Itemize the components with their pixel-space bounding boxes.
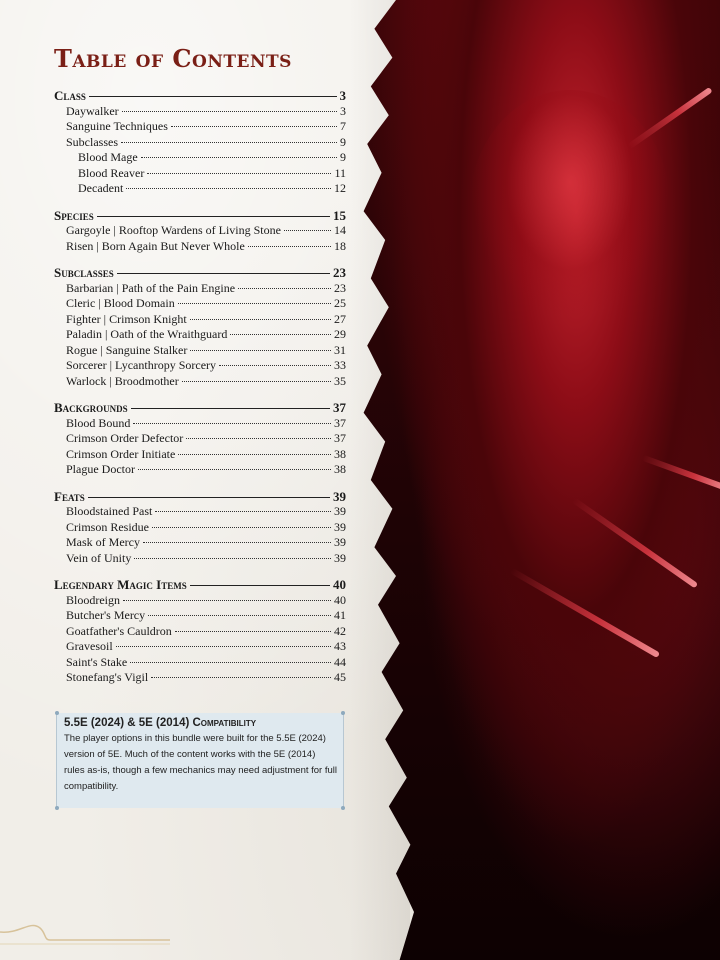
toc-entry[interactable] — [54, 608, 346, 624]
toc-leader-dots — [238, 288, 331, 289]
toc-entry-label: Barbarian | Path of the Pain Engine — [66, 280, 236, 295]
toc-entry-label: Butcher's Mercy — [66, 608, 146, 622]
toc-entry-label: Crimson Order Initiate — [66, 446, 176, 461]
toc-page-number: 45 — [334, 670, 346, 684]
toc-entry-label: Plague Doctor — [66, 462, 135, 476]
toc-entry[interactable] — [54, 624, 346, 640]
toc-entry[interactable] — [54, 593, 346, 609]
corner-dot-icon — [341, 711, 345, 715]
toc-page-number: 39 — [334, 535, 346, 549]
toc-section-heading[interactable] — [54, 489, 346, 505]
toc-entry-label: Paladin | Oath of the Wraithguard — [66, 327, 228, 341]
toc-leader-dots — [130, 662, 331, 663]
toc-leader-dots — [88, 497, 330, 498]
toc-page-number: 11 — [334, 165, 346, 180]
toc-entry-label: Feats — [54, 488, 85, 504]
toc-page-number: 39 — [334, 519, 346, 534]
toc-section-heading[interactable] — [54, 208, 346, 224]
toc-entry-label: Decadent — [78, 181, 124, 195]
toc-page-number: 33 — [334, 358, 346, 372]
toc-entry[interactable] — [54, 535, 346, 551]
toc-section-heading[interactable] — [54, 400, 346, 416]
toc-leader-dots — [248, 246, 331, 247]
toc-entry-label: Subclasses — [54, 265, 114, 280]
toc-entry[interactable] — [54, 135, 346, 151]
toc-leader-dots — [143, 542, 331, 543]
toc-page-number: 9 — [340, 134, 346, 149]
toc-leader-dots — [97, 216, 330, 217]
toc-leader-dots — [186, 438, 331, 439]
toc-leader-dots — [175, 631, 331, 632]
toc-leader-dots — [178, 303, 331, 304]
toc-entry-label: Saint's Stake — [66, 654, 128, 669]
note-body: The player options in this bundle were built for the 5.5E (2024) version of 5E. Much of the content works with the 5E (2014) rules as-is, though a few mechanics may need adjustment for full compatibility. — [64, 733, 337, 792]
toc-entry-label: Crimson Residue — [66, 519, 149, 534]
toc-entry[interactable] — [54, 639, 346, 655]
toc-leader-dots — [122, 111, 337, 112]
toc-section-heading[interactable] — [54, 577, 346, 593]
toc-page-number: 23 — [334, 280, 346, 295]
toc-entry-label: Species — [54, 207, 94, 223]
toc-entry-label: Risen | Born Again But Never Whole — [66, 238, 245, 253]
toc-entry-label: Warlock | Broodmother — [66, 373, 179, 388]
toc-leader-dots — [147, 173, 331, 174]
toc-leader-dots — [190, 585, 330, 586]
toc-page-number: 31 — [334, 342, 346, 357]
toc-page-number: 3 — [339, 88, 346, 103]
toc-entry[interactable] — [54, 655, 346, 671]
toc-leader-dots — [89, 96, 337, 97]
toc-leader-dots — [230, 334, 331, 335]
toc-entry-label: Fighter | Crimson Knight — [66, 311, 187, 326]
toc-entry-label: Sorcerer | Lycanthropy Sorcery — [66, 358, 217, 372]
toc-entry-label: Backgrounds — [54, 400, 128, 415]
toc-page-number: 44 — [334, 654, 346, 669]
toc-page-number: 42 — [334, 623, 346, 638]
toc-leader-dots — [155, 511, 331, 512]
toc-entry[interactable] — [54, 374, 346, 390]
corner-flourish-ornament — [0, 900, 170, 950]
toc-page-number: 39 — [334, 504, 346, 518]
toc-entry[interactable] — [54, 166, 346, 182]
toc-page-number: 27 — [334, 311, 346, 326]
table-of-contents — [54, 86, 346, 686]
toc-page-number: 18 — [334, 238, 346, 253]
toc-leader-dots — [148, 615, 331, 616]
toc-entry[interactable] — [54, 504, 346, 520]
toc-page-number: 37 — [334, 415, 346, 430]
toc-page-number: 39 — [333, 488, 346, 504]
toc-page-number: 29 — [334, 327, 346, 341]
toc-leader-dots — [141, 157, 337, 158]
toc-entry[interactable] — [54, 447, 346, 463]
toc-page-number: 37 — [333, 400, 346, 415]
toc-leader-dots — [123, 600, 331, 601]
note-title: 5.5E (2024) & 5E (2014) Compatibility — [64, 717, 257, 729]
toc-page-number: 7 — [340, 119, 346, 133]
toc-leader-dots — [126, 188, 331, 189]
toc-entry[interactable] — [54, 150, 346, 166]
toc-page-number: 3 — [340, 103, 346, 118]
corner-dot-icon — [55, 806, 59, 810]
toc-entry[interactable] — [54, 358, 346, 374]
toc-entry-label: Gargoyle | Rooftop Wardens of Living Stone — [66, 223, 281, 237]
toc-page-number: 35 — [334, 373, 346, 388]
toc-leader-dots — [171, 126, 337, 127]
toc-entry-label: Legendary Magic Items — [54, 577, 187, 592]
toc-leader-dots — [134, 558, 331, 559]
toc-page-number: 37 — [334, 431, 346, 445]
toc-leader-dots — [178, 454, 331, 455]
toc-entry[interactable] — [54, 670, 346, 686]
compatibility-note — [56, 713, 344, 808]
toc-page-number: 15 — [333, 207, 346, 223]
toc-page-number: 12 — [334, 181, 346, 195]
toc-page-number: 41 — [334, 608, 346, 622]
toc-leader-dots — [117, 273, 330, 274]
toc-entry[interactable] — [54, 296, 346, 312]
toc-entry[interactable] — [54, 312, 346, 328]
toc-entry[interactable] — [54, 416, 346, 432]
toc-entry-label: Goatfather's Cauldron — [66, 623, 172, 638]
toc-entry-label: Sanguine Techniques — [66, 119, 168, 133]
toc-leader-dots — [190, 350, 331, 351]
toc-page-number: 43 — [334, 639, 346, 653]
toc-leader-dots — [138, 469, 331, 470]
toc-entry-label: Blood Mage — [78, 150, 138, 164]
toc-entry[interactable] — [54, 520, 346, 536]
toc-leader-dots — [121, 142, 337, 143]
toc-entry[interactable] — [54, 104, 346, 120]
toc-entry[interactable] — [54, 431, 346, 447]
toc-entry-label: Cleric | Blood Domain — [66, 296, 175, 310]
toc-entry-label: Blood Reaver — [78, 165, 145, 180]
toc-entry-label: Daywalker — [66, 103, 119, 118]
toc-entry-label: Subclasses — [66, 134, 118, 149]
toc-page-number: 25 — [334, 296, 346, 310]
toc-entry[interactable] — [54, 551, 346, 567]
toc-page-number: 23 — [333, 265, 346, 280]
toc-entry-label: Bloodreign — [66, 592, 120, 607]
toc-page-number: 40 — [333, 577, 346, 592]
toc-leader-dots — [133, 423, 331, 424]
toc-entry-label: Stonefang's Vigil — [66, 670, 149, 684]
toc-page-number: 38 — [334, 462, 346, 476]
toc-page-number: 38 — [334, 446, 346, 461]
toc-entry-label: Gravesoil — [66, 639, 113, 653]
toc-leader-dots — [151, 677, 331, 678]
toc-entry[interactable] — [54, 343, 346, 359]
toc-leader-dots — [182, 381, 331, 382]
toc-leader-dots — [219, 365, 331, 366]
corner-dot-icon — [341, 806, 345, 810]
toc-entry-label: Rogue | Sanguine Stalker — [66, 342, 188, 357]
toc-entry[interactable] — [54, 281, 346, 297]
toc-leader-dots — [116, 646, 331, 647]
toc-leader-dots — [152, 527, 331, 528]
toc-leader-dots — [284, 230, 331, 231]
toc-entry-label: Vein of Unity — [66, 550, 132, 565]
toc-entry-label: Crimson Order Defector — [66, 431, 184, 445]
toc-entry[interactable] — [54, 181, 346, 197]
toc-section-heading[interactable] — [54, 88, 346, 104]
toc-leader-dots — [131, 408, 330, 409]
toc-entry[interactable] — [54, 327, 346, 343]
toc-entry-label: Mask of Mercy — [66, 535, 140, 549]
toc-entry[interactable] — [54, 239, 346, 255]
page-title: Table of Contents — [54, 44, 292, 73]
toc-entry-label: Bloodstained Past — [66, 504, 153, 518]
toc-page-number: 9 — [340, 150, 346, 164]
toc-entry-label: Class — [54, 88, 86, 103]
toc-entry[interactable] — [54, 462, 346, 478]
toc-entry-label: Blood Bound — [66, 415, 131, 430]
toc-page-number: 39 — [334, 550, 346, 565]
toc-section-heading[interactable] — [54, 265, 346, 281]
demon-head-glow — [470, 90, 670, 320]
toc-entry[interactable] — [54, 223, 346, 239]
corner-dot-icon — [55, 711, 59, 715]
toc-page-number: 14 — [334, 223, 346, 237]
toc-page-number: 40 — [334, 592, 346, 607]
toc-entry[interactable] — [54, 119, 346, 135]
toc-leader-dots — [190, 319, 331, 320]
